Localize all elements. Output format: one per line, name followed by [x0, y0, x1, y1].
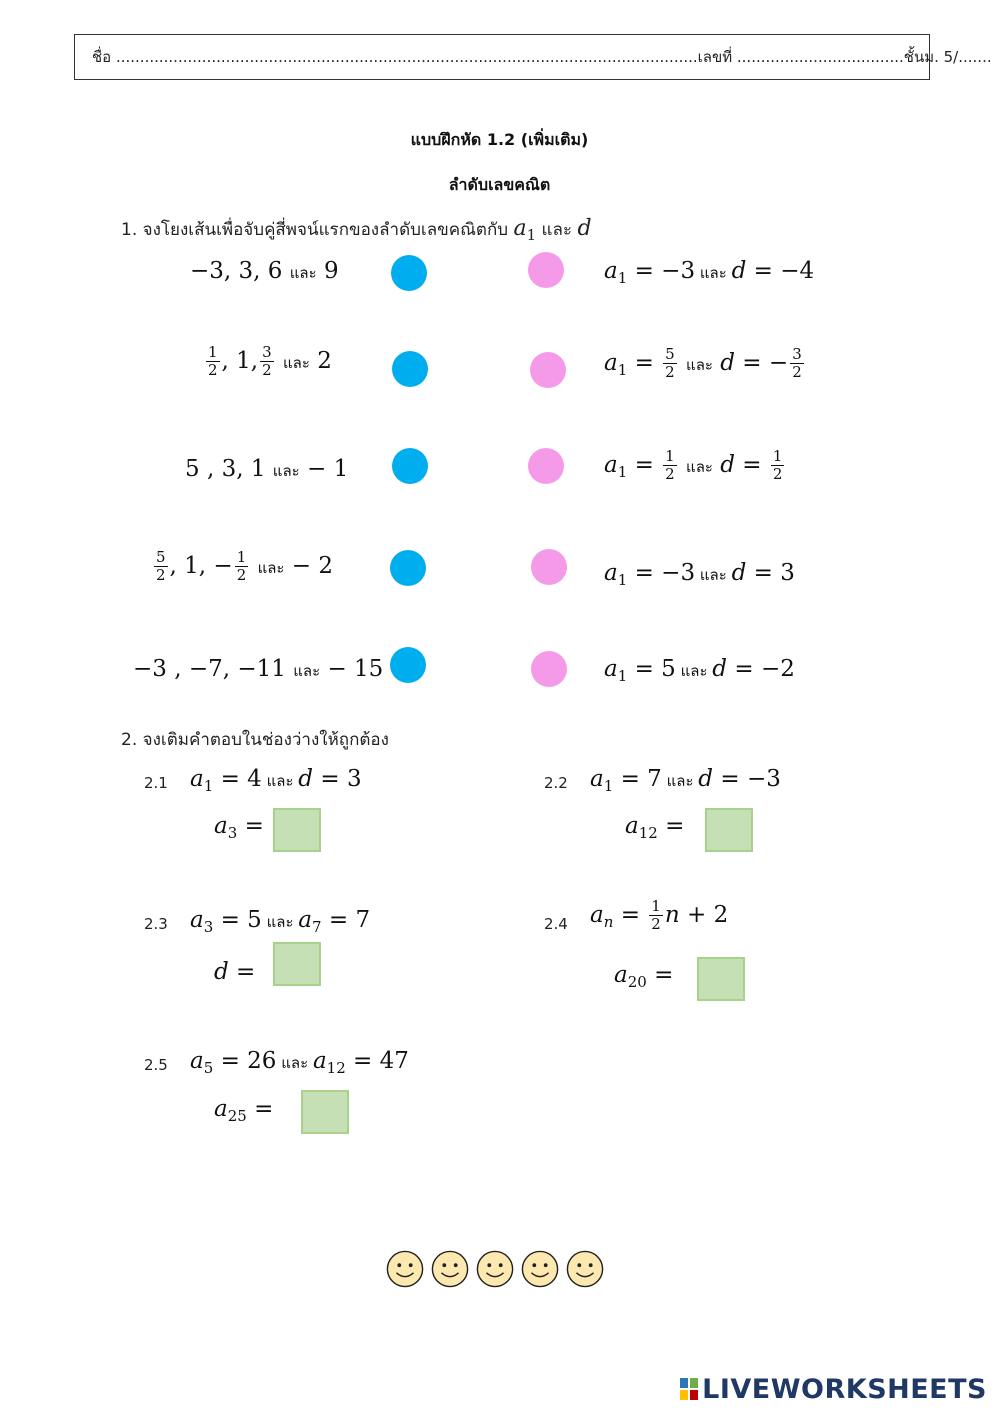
item-2-2-label: 2.2 — [544, 774, 568, 792]
item-2-1-label: 2.1 — [144, 774, 168, 792]
answer-box-2-5[interactable] — [301, 1090, 349, 1134]
match-dot-left-4[interactable] — [390, 550, 426, 586]
smiley-icon[interactable] — [521, 1250, 559, 1288]
item-2-3-label: 2.3 — [144, 915, 168, 933]
pair-4: $a_1 = -3$ และ d = 3 — [604, 560, 795, 589]
sequence-3: 5 , 3, 1 และ − 1 — [185, 456, 349, 482]
sequence-5: −3 , −7, −11 และ − 15 — [133, 656, 384, 682]
liveworksheets-logo: LIVEWORKSHEETS — [680, 1374, 987, 1405]
answer-box-2-4[interactable] — [697, 957, 745, 1001]
match-dot-right-4[interactable] — [531, 549, 567, 585]
match-dot-left-1[interactable] — [391, 255, 427, 291]
item-2-1-target: $a_3$ = — [214, 813, 264, 842]
sequence-1: −3, 3, 6 และ 9 — [190, 258, 339, 284]
item-2-2-given: $a_1 = 7$ และ d = −3 — [590, 766, 781, 795]
sequence-4: $\frac{5}{2}$ , 1, − $\frac{1}{2}$ และ − 2 — [156, 548, 334, 585]
pair-5: $a_1 = 5$ และ d = −2 — [604, 656, 795, 685]
student-info-line: ชื่อ ..........................................................................................................................เลขที่ ...................................ชั้นม. 5/....... — [92, 48, 992, 66]
answer-box-2-3[interactable] — [273, 942, 321, 986]
item-2-1-given: $a_1 = 4$ และ d = 3 — [190, 766, 362, 795]
q1-a1-symbol: $a_1$ — [513, 216, 537, 244]
match-dot-left-3[interactable] — [392, 448, 428, 484]
worksheet-title: แบบฝึกหัด 1.2 (เพิ่มเติม) — [410, 130, 589, 149]
pair-1: $a_1 = -3$ และ d = −4 — [604, 258, 815, 287]
smiley-rating — [386, 1250, 604, 1292]
item-2-5-target: $a_{25}$ = — [214, 1096, 274, 1125]
item-2-3-target: d = — [214, 959, 256, 985]
match-dot-right-5[interactable] — [531, 651, 567, 687]
item-2-2-target: $a_{12}$ = — [625, 813, 685, 842]
smiley-icon[interactable] — [431, 1250, 469, 1288]
item-2-4-given: $a_n$ = $\frac{1}{2}$ n + 2 — [590, 897, 729, 934]
smiley-icon[interactable] — [476, 1250, 514, 1288]
item-2-4-label: 2.4 — [544, 915, 568, 933]
match-dot-left-2[interactable] — [392, 351, 428, 387]
match-dot-right-1[interactable] — [528, 252, 564, 288]
match-dot-left-5[interactable] — [390, 647, 426, 683]
match-dot-right-3[interactable] — [528, 448, 564, 484]
answer-box-2-2[interactable] — [705, 808, 753, 852]
sequence-2: $\frac{1}{2}$ , 1, $\frac{3}{2}$ และ 2 — [208, 343, 332, 380]
question-1-text: 1. จงโยงเส้นเพื่อจับคู่สี่พจน์แรกของลำดับเลขคณิตกับ $a_1$ และ d — [121, 216, 592, 244]
item-2-5-label: 2.5 — [144, 1056, 168, 1074]
smiley-icon[interactable] — [566, 1250, 604, 1288]
match-dot-right-2[interactable] — [530, 352, 566, 388]
item-2-5-given: $a_5 = 26$ และ $a_{12} = 47$ — [190, 1048, 409, 1077]
smiley-icon[interactable] — [386, 1250, 424, 1288]
pair-3: $a_1$ = $\frac{1}{2}$ และ d = $\frac{1}{2}$ — [604, 447, 783, 484]
item-2-4-target: $a_{20}$ = — [614, 962, 674, 991]
worksheet-subtitle: ลำดับเลขคณิต — [448, 175, 551, 194]
answer-box-2-1[interactable] — [273, 808, 321, 852]
q1-d-symbol: d — [577, 216, 592, 241]
logo-mark-icon — [680, 1378, 698, 1400]
item-2-3-given: $a_3 = 5$ และ $a_7 = 7$ — [190, 907, 371, 936]
pair-2: $a_1$ = $\frac{5}{2}$ และ d = − $\frac{3}{2}$ — [604, 345, 802, 382]
question-2-text: 2. จงเติมคำตอบในช่องว่างให้ถูกต้อง — [121, 730, 389, 750]
